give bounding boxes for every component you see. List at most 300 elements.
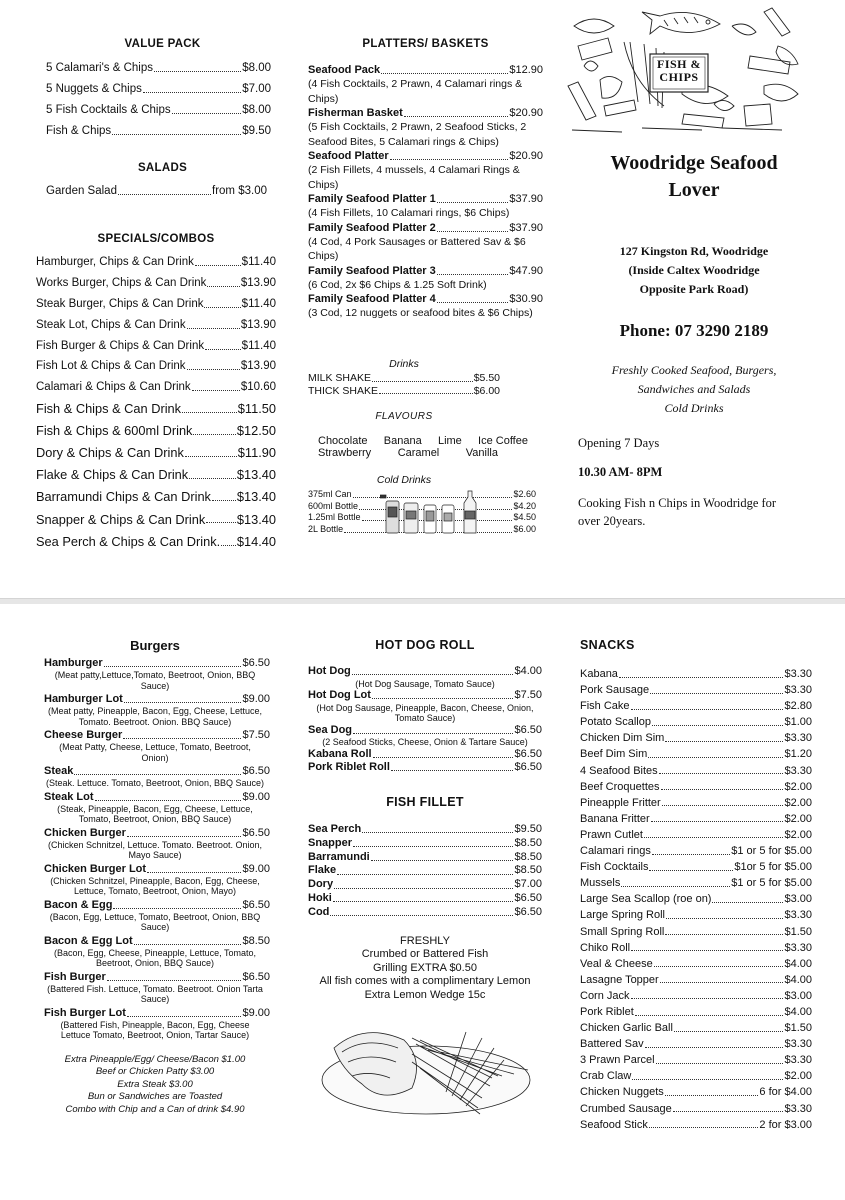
menu-item bbox=[580, 811, 812, 827]
item-desc: (4 Fish Fillets, 10 Calamari rings, $6 Chips) bbox=[308, 207, 510, 219]
dot-leader bbox=[652, 725, 784, 726]
item-price: $9.00 bbox=[242, 693, 270, 705]
dot-leader bbox=[118, 194, 211, 195]
item-price: $6.50 bbox=[242, 826, 270, 839]
dot-leader bbox=[644, 837, 783, 838]
item-name: Barramundi Chips & Can Drink bbox=[36, 489, 211, 504]
note-line: All fish comes with a complimentary Lemon bbox=[319, 975, 531, 988]
menu-item bbox=[40, 899, 270, 912]
dot-leader bbox=[74, 774, 241, 775]
item-price: $4.50 bbox=[513, 512, 536, 522]
fillet-section bbox=[308, 795, 542, 1118]
item-name: Prawn Cutlet bbox=[580, 828, 643, 841]
menu-item bbox=[580, 1052, 812, 1068]
menu-item bbox=[36, 273, 276, 294]
item-name: Fish & Chips & 600ml Drink bbox=[36, 423, 193, 438]
item-price: $2.00 bbox=[784, 1070, 812, 1083]
item-name: Flake bbox=[308, 864, 337, 877]
menu-item bbox=[308, 892, 542, 906]
hotdog-item bbox=[308, 748, 542, 762]
menu-item bbox=[36, 252, 276, 273]
menu-item bbox=[580, 972, 812, 988]
menu-item bbox=[580, 1101, 812, 1117]
item-price: $3.30 bbox=[784, 1102, 812, 1115]
address-line: Opposite Park Road) bbox=[639, 282, 749, 296]
dot-leader bbox=[123, 738, 241, 739]
item-name: 5 Calamari's & Chips bbox=[46, 62, 154, 74]
menu-item bbox=[40, 729, 270, 742]
dot-leader bbox=[654, 966, 784, 967]
item-name: Pork Sausage bbox=[580, 684, 650, 697]
menu-item bbox=[308, 878, 542, 892]
section-title: PLATTERS/ BASKETS bbox=[362, 38, 489, 50]
item-desc: (Hot Dog Sausage, Tomato Sauce) bbox=[355, 678, 495, 689]
item-price: $1or 5 for $5.00 bbox=[734, 861, 812, 874]
platter-item bbox=[308, 222, 543, 264]
dot-leader bbox=[631, 998, 784, 999]
item-price: $4.20 bbox=[513, 500, 536, 511]
item-price: $20.90 bbox=[509, 107, 543, 119]
menu-item bbox=[580, 859, 812, 875]
section-title: SALADS bbox=[137, 162, 188, 174]
note-line: FRESHLY bbox=[400, 934, 450, 947]
flavour: Vanilla bbox=[465, 447, 498, 459]
item-price: $13.40 bbox=[236, 489, 276, 504]
section-title: Burgers bbox=[130, 638, 180, 653]
item-price: $4.00 bbox=[784, 1005, 812, 1018]
logo-illustration bbox=[564, 6, 806, 136]
burger-item bbox=[40, 863, 270, 897]
platter-item bbox=[308, 64, 543, 106]
about-line: Cooking Fish n Chips in Woodridge for bbox=[578, 496, 777, 510]
dot-leader bbox=[381, 73, 508, 74]
dot-leader bbox=[662, 805, 784, 806]
item-desc: (Chicken Schnitzel, Pineapple, Bacon, Egg, Cheese, Lettuce, Tomato, Beetroot, Onion, Mayo) bbox=[50, 875, 260, 896]
dot-leader bbox=[207, 286, 239, 287]
item-price: $11.40 bbox=[241, 256, 276, 268]
item-name: Seafood Platter bbox=[308, 150, 389, 162]
item-name: Sea Perch & Chips & Can Drink. bbox=[36, 534, 221, 549]
dot-leader bbox=[189, 478, 236, 479]
burger-item bbox=[40, 791, 270, 825]
item-name: Dory & Chips & Can Drink bbox=[36, 445, 184, 460]
section-title: HOT DOG ROLL bbox=[375, 638, 475, 652]
item-price: $6.50 bbox=[514, 747, 542, 760]
item-price: $9.00 bbox=[242, 790, 270, 803]
item-price: $20.90 bbox=[509, 150, 543, 162]
item-name: Corn Jack bbox=[580, 989, 630, 1002]
dot-leader bbox=[619, 677, 784, 678]
tagline-line: Freshly Cooked Seafood, Burgers, bbox=[611, 363, 777, 377]
item-price: from $3.00 bbox=[212, 185, 267, 197]
item-name: Large Spring Roll bbox=[580, 909, 665, 922]
menu-item bbox=[580, 746, 812, 762]
item-price: $4.00 bbox=[784, 973, 812, 986]
menu-item bbox=[40, 1007, 270, 1020]
item-price: $9.00 bbox=[242, 1006, 270, 1019]
dot-leader bbox=[172, 113, 242, 114]
dot-leader bbox=[206, 522, 236, 523]
item-name: Beef Croquettes bbox=[580, 780, 660, 793]
menu-item bbox=[36, 486, 276, 508]
item-name: MILK SHAKE bbox=[308, 372, 372, 384]
menu-item bbox=[36, 464, 276, 486]
menu-item bbox=[308, 864, 542, 878]
burger-item bbox=[40, 693, 270, 727]
menu-item bbox=[580, 698, 812, 714]
page-fold bbox=[0, 598, 845, 604]
item-name: Chicken Garlic Ball bbox=[580, 1022, 673, 1035]
item-desc: (Bacon, Egg, Lettuce, Tomato, Beetroot, Onion, BBQ Sauce) bbox=[49, 911, 261, 932]
item-price: $7.00 bbox=[514, 878, 542, 891]
menu-item bbox=[580, 924, 812, 940]
item-name: Hamburger bbox=[44, 657, 103, 669]
flavours-grid bbox=[308, 435, 538, 459]
address-line: (Inside Caltex Woodridge bbox=[628, 263, 760, 277]
item-desc: (Bacon, Egg, Cheese, Pineapple, Lettuce, Tomato, Beetroot, Onion, BBQ Sauce) bbox=[54, 947, 256, 968]
item-name: Barramundi bbox=[308, 850, 370, 863]
menu-item bbox=[36, 377, 276, 398]
menu-item bbox=[40, 863, 270, 876]
menu-item bbox=[580, 1117, 812, 1133]
menu-item bbox=[308, 64, 543, 77]
menu-item bbox=[46, 181, 267, 201]
dot-leader bbox=[185, 456, 237, 457]
item-name: Bacon & Egg Lot bbox=[44, 934, 133, 947]
burger-item bbox=[40, 1007, 270, 1041]
dot-leader bbox=[192, 390, 240, 391]
item-desc: (Meat patty, Pineapple, Bacon, Egg, Cheese, Lettuce, Tomato. Beetroot. Onion. BBQ Sauce) bbox=[48, 706, 262, 727]
dot-leader bbox=[437, 202, 509, 203]
dot-leader bbox=[330, 915, 513, 916]
item-name: Mussels bbox=[580, 877, 621, 890]
item-name: Dory bbox=[308, 878, 334, 891]
item-price: $1 or 5 for $5.00 bbox=[731, 845, 812, 858]
item-price: $3.00 bbox=[784, 989, 812, 1002]
platter-item bbox=[308, 265, 543, 293]
item-name: Fish & Chips bbox=[46, 125, 112, 137]
item-price: $1.50 bbox=[784, 1022, 812, 1035]
item-name: Kabana Roll bbox=[308, 747, 372, 760]
item-name: Hoki bbox=[308, 891, 332, 904]
menu-item bbox=[580, 1084, 812, 1100]
section-title: FISH FILLET bbox=[386, 795, 464, 809]
dot-leader bbox=[635, 1015, 784, 1016]
item-name: Crab Claw bbox=[580, 1070, 632, 1083]
item-desc: (5 Fish Cocktails, 2 Prawn, 2 Seafood Sticks, 2 Seafood Bites, 5 Calamari rings & Chips) bbox=[308, 121, 527, 148]
item-name: Veal & Cheese bbox=[580, 957, 653, 970]
item-name: Flake & Chips & Can Drink bbox=[36, 467, 189, 482]
note-line: Crumbed or Battered Fish bbox=[361, 948, 489, 961]
hotdog-item bbox=[308, 761, 542, 775]
item-name: Fish & Chips & Can Drink bbox=[36, 401, 182, 416]
menu-item bbox=[580, 730, 812, 746]
dot-leader bbox=[649, 1127, 759, 1128]
item-name: Fish Lot & Chips & Can Drink bbox=[36, 360, 186, 372]
item-name: Sea Dog bbox=[308, 723, 353, 736]
item-price: $8.50 bbox=[514, 850, 542, 863]
menu-item bbox=[36, 398, 276, 420]
item-name: Steak bbox=[44, 765, 74, 777]
item-name: Pineapple Fritter bbox=[580, 796, 661, 809]
dot-leader bbox=[193, 434, 235, 435]
item-price: 6 for $4.00 bbox=[759, 1086, 812, 1099]
item-price: $2.00 bbox=[784, 812, 812, 825]
menu-item bbox=[308, 748, 542, 762]
menu-item bbox=[580, 714, 812, 730]
menu-item bbox=[308, 265, 543, 278]
item-price: $1.50 bbox=[784, 925, 812, 938]
menu-item bbox=[580, 907, 812, 923]
item-name: Calamari & Chips & Can Drink bbox=[36, 381, 191, 393]
menu-item bbox=[308, 665, 542, 679]
menu-item bbox=[40, 935, 270, 948]
item-price: $37.90 bbox=[509, 221, 543, 234]
item-price: $2.00 bbox=[784, 828, 812, 841]
specials-section bbox=[36, 233, 276, 553]
dot-leader bbox=[631, 950, 783, 951]
tagline-line: Sandwiches and Salads bbox=[637, 382, 751, 396]
dot-leader bbox=[712, 902, 783, 903]
item-price: $9.50 bbox=[514, 823, 542, 835]
menu-item bbox=[580, 875, 812, 891]
item-name: Calamari rings bbox=[580, 845, 651, 858]
item-price: $3.30 bbox=[784, 1038, 812, 1051]
dot-leader bbox=[334, 888, 513, 889]
burger-item bbox=[40, 899, 270, 933]
menu-item bbox=[36, 531, 276, 553]
shop-address bbox=[578, 242, 810, 299]
menu-item bbox=[580, 795, 812, 811]
item-name: Family Seafood Platter 1 bbox=[308, 193, 436, 205]
item-desc: (Meat patty,Lettuce,Tomato, Beetroot, Onion, BBQ Sauce) bbox=[54, 670, 256, 691]
dot-leader bbox=[371, 860, 514, 861]
item-name: Hot Dog Lot bbox=[308, 689, 371, 701]
item-price: $5.50 bbox=[473, 372, 500, 384]
dot-leader bbox=[134, 944, 242, 945]
menu-item bbox=[46, 100, 271, 121]
item-name: Fish Burger & Chips & Can Drink bbox=[36, 340, 205, 352]
drinks-title: Drinks bbox=[389, 358, 419, 370]
burger-item bbox=[40, 729, 270, 763]
item-name: Kabana bbox=[580, 668, 618, 680]
menu-item bbox=[36, 315, 276, 336]
item-name: 5 Fish Cocktails & Chips bbox=[46, 104, 171, 116]
item-name: Snapper bbox=[308, 836, 353, 849]
section-title: SPECIALS/COMBOS bbox=[97, 233, 215, 245]
shop-tagline bbox=[578, 361, 810, 418]
item-name: Family Seafood Platter 4 bbox=[308, 293, 436, 305]
menu-item bbox=[580, 1020, 812, 1036]
item-price: $47.90 bbox=[509, 264, 543, 277]
burger-item bbox=[40, 827, 270, 861]
menu-item bbox=[46, 79, 271, 100]
item-price: $2.00 bbox=[784, 796, 812, 809]
dot-leader bbox=[666, 918, 783, 919]
item-price: $6.00 bbox=[513, 523, 536, 534]
item-name: 3 Prawn Parcel bbox=[580, 1054, 655, 1067]
platter-item bbox=[308, 107, 543, 149]
item-desc: (Battered Fish, Pineapple, Bacon, Egg, Cheese Lettuce Tomato, Beetroot, Onion, Tartar Sauce) bbox=[60, 1019, 250, 1040]
dot-leader bbox=[651, 821, 784, 822]
item-desc: (Meat Patty, Cheese, Lettuce, Tomato, Beetroot, Onion) bbox=[59, 742, 251, 763]
item-price: $6.50 bbox=[514, 723, 542, 736]
menu-item bbox=[36, 356, 276, 377]
platter-item bbox=[308, 193, 543, 221]
menu-item bbox=[36, 336, 276, 356]
item-price: $12.90 bbox=[509, 64, 543, 76]
dot-leader bbox=[379, 393, 473, 394]
dot-leader bbox=[212, 500, 236, 501]
menu-item bbox=[580, 843, 812, 859]
item-price: $7.00 bbox=[242, 83, 271, 95]
menu-item bbox=[40, 657, 270, 670]
menu-item bbox=[308, 724, 542, 738]
item-name: Pork Riblet bbox=[580, 1005, 634, 1018]
item-price: $3.30 bbox=[784, 941, 812, 954]
menu-item bbox=[308, 689, 542, 703]
item-price: $11.90 bbox=[237, 445, 276, 460]
item-desc: (Chicken Schnitzel, Lettuce. Tomato. Beetroot. Onion, Mayo Sauce) bbox=[48, 839, 262, 860]
item-price: $8.50 bbox=[514, 864, 542, 877]
item-name: Chicken Dim Sim bbox=[580, 732, 665, 745]
dot-leader bbox=[372, 698, 514, 699]
menu-item bbox=[308, 823, 542, 837]
item-name: Seafood Stick bbox=[580, 1118, 648, 1131]
menu-item bbox=[308, 372, 500, 385]
menu-item bbox=[308, 851, 542, 865]
item-price: $13.90 bbox=[240, 360, 276, 372]
menu-item bbox=[46, 58, 271, 79]
dot-leader bbox=[665, 934, 783, 935]
menu-item bbox=[580, 763, 812, 779]
item-desc: (Hot Dog Sausage, Pineapple, Bacon, Cheese, Onion, Tomato Sauce) bbox=[316, 702, 534, 723]
item-name: Fish Cocktails bbox=[580, 861, 649, 874]
item-price: $8.00 bbox=[242, 62, 271, 74]
cold-drinks-title: Cold Drinks bbox=[376, 474, 432, 486]
item-price: $6.50 bbox=[242, 765, 270, 777]
menu-item bbox=[580, 988, 812, 1004]
dot-leader bbox=[621, 886, 730, 887]
dot-leader bbox=[437, 231, 509, 232]
dot-leader bbox=[632, 1079, 783, 1080]
item-desc: (6 Cod, 2x $6 Chips & 1.25 Soft Drink) bbox=[308, 278, 487, 291]
dot-leader bbox=[143, 92, 241, 93]
dot-leader bbox=[221, 545, 236, 546]
item-price: $12.50 bbox=[236, 423, 276, 438]
menu-item bbox=[308, 193, 543, 206]
dot-leader bbox=[674, 1031, 784, 1032]
item-name: Bacon & Egg bbox=[44, 898, 113, 911]
flavour: Chocolate bbox=[318, 435, 368, 447]
menu-item bbox=[40, 791, 270, 804]
value-pack-section bbox=[40, 38, 285, 142]
menu-item bbox=[580, 682, 812, 698]
dot-leader bbox=[187, 369, 240, 370]
item-name: Fish Cake bbox=[580, 700, 630, 713]
burger-item bbox=[40, 657, 270, 691]
item-name: Small Spring Roll bbox=[580, 925, 665, 938]
item-name: Chicken Burger Lot bbox=[44, 862, 147, 875]
item-desc: (4 Cod, 4 Pork Sausages or Battered Sav & $6 Chips) bbox=[308, 235, 526, 262]
dot-leader bbox=[95, 800, 242, 801]
menu-item bbox=[308, 837, 542, 851]
note-line: Extra Lemon Wedge 15c bbox=[364, 988, 486, 1001]
item-price: $4.00 bbox=[514, 665, 542, 677]
menu-item bbox=[36, 420, 276, 442]
note-line: Bun or Sandwiches are Toasted bbox=[87, 1091, 223, 1102]
dot-leader bbox=[337, 874, 513, 875]
dot-leader bbox=[665, 741, 783, 742]
menu-item bbox=[308, 222, 543, 235]
item-price: $3.30 bbox=[784, 764, 812, 777]
item-price: $8.00 bbox=[242, 104, 271, 116]
item-name: Chiko Roll bbox=[580, 941, 631, 954]
menu-item bbox=[580, 940, 812, 956]
dot-leader bbox=[437, 302, 509, 303]
item-price: $3.30 bbox=[784, 909, 812, 922]
dot-leader bbox=[631, 709, 784, 710]
dot-leader bbox=[353, 846, 513, 847]
item-name: Pork Riblet Roll bbox=[308, 761, 390, 773]
item-name: Crumbed Sausage bbox=[580, 1102, 672, 1115]
dot-leader bbox=[652, 854, 730, 855]
dot-leader bbox=[665, 1095, 759, 1096]
item-name: Garden Salad bbox=[46, 185, 117, 197]
item-name: Large Sea Scallop (roe on) bbox=[580, 893, 712, 906]
menu-item bbox=[580, 827, 812, 843]
item-price: $14.40 bbox=[236, 534, 276, 549]
item-name: Sea Perch bbox=[308, 823, 362, 835]
menu-item bbox=[580, 1068, 812, 1084]
hotdog-section bbox=[308, 638, 542, 775]
flavour: Ice Coffee bbox=[478, 435, 528, 447]
platter-item bbox=[308, 293, 543, 321]
item-price: $3.00 bbox=[784, 893, 812, 906]
opening-days: Opening 7 Days bbox=[578, 436, 660, 450]
menu-item bbox=[308, 293, 543, 306]
dot-leader bbox=[195, 265, 241, 266]
item-name: Beef Dim Sim bbox=[580, 748, 648, 761]
item-desc: (Battered Fish. Lettuce, Tomato. Beetroot. Onion Tarta Sauce) bbox=[47, 983, 263, 1004]
item-name: Seafood Pack bbox=[308, 64, 381, 76]
item-price: $9.50 bbox=[242, 125, 271, 137]
item-price: $4.00 bbox=[784, 957, 812, 970]
flavour: Caramel bbox=[397, 447, 440, 459]
dot-leader bbox=[112, 134, 241, 135]
item-price: $11.50 bbox=[237, 401, 276, 416]
item-price: 2 for $3.00 bbox=[759, 1118, 812, 1131]
tagline-line: Cold Drinks bbox=[664, 401, 724, 415]
item-name: Battered Sav bbox=[580, 1038, 644, 1051]
shop-name: Woodridge Seafood Lover bbox=[610, 152, 778, 201]
burger-item bbox=[40, 765, 270, 789]
menu-item bbox=[580, 1036, 812, 1052]
logo-text: FISH & CHIPS bbox=[656, 57, 701, 84]
item-price: $13.40 bbox=[236, 512, 276, 527]
item-price: $6.50 bbox=[514, 761, 542, 773]
item-name: 375ml Can bbox=[308, 489, 352, 499]
dot-leader bbox=[362, 832, 513, 833]
item-name: 1.25ml Bottle bbox=[308, 512, 361, 522]
dot-leader bbox=[661, 789, 784, 790]
dot-leader bbox=[127, 1016, 242, 1017]
menu-item bbox=[580, 1004, 812, 1020]
dot-leader bbox=[404, 116, 509, 117]
note-line: Beef or Chicken Patty $3.00 bbox=[95, 1066, 215, 1077]
item-name: Fisherman Basket bbox=[308, 107, 403, 119]
burger-item bbox=[40, 971, 270, 1005]
